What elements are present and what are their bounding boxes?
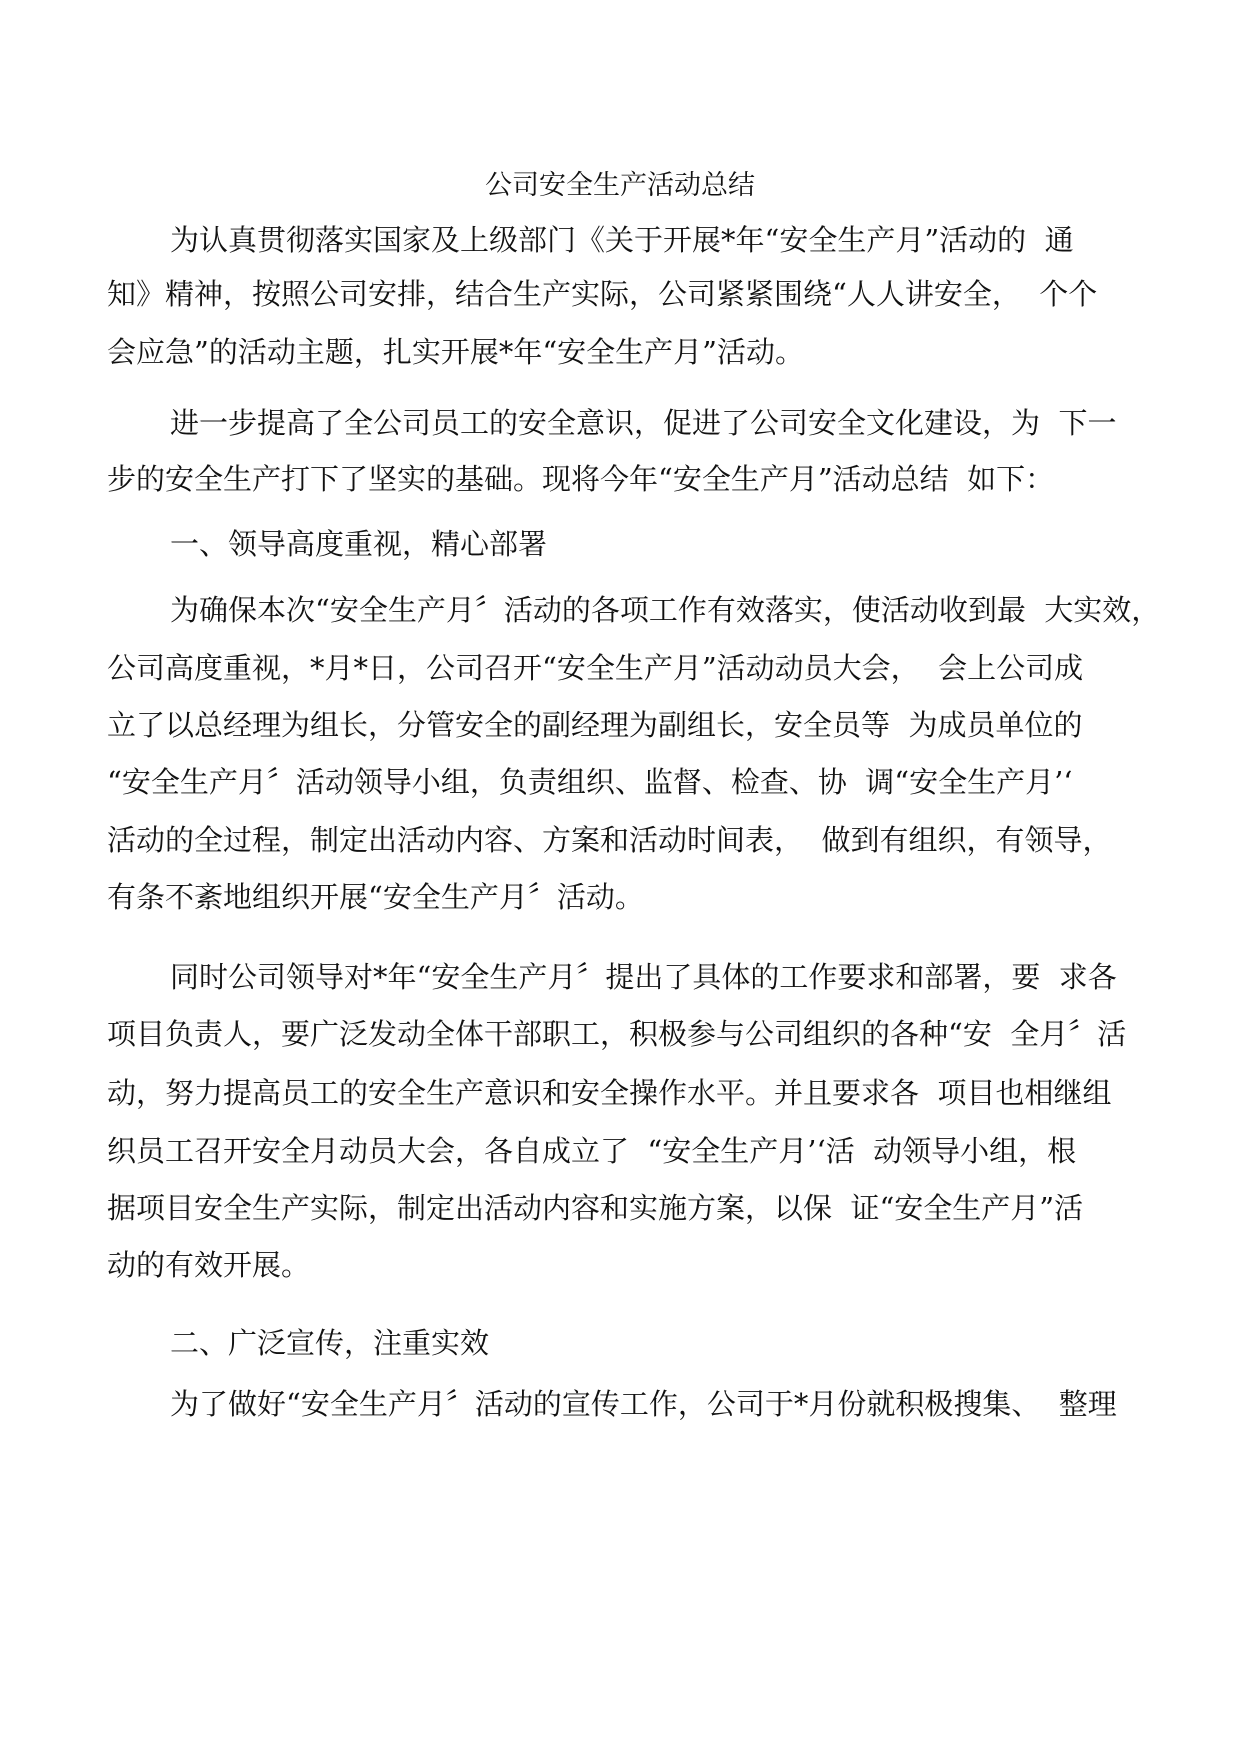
paragraph-line: 动，努力提高员工的安全生产意识和安全操作水平。并且要求各 项目也相继组 — [107, 1076, 1112, 1110]
paragraph-line: 活动的全过程，制定出活动内容、方案和活动时间表， 做到有组织，有领导， — [107, 823, 1112, 857]
paragraph-line: 为确保本次“安全生产月〞活动的各项工作有效落实，使活动收到最 大实效， — [170, 593, 1161, 627]
section-heading: 一、领导高度重视，精心部署 — [170, 527, 548, 561]
paragraph-line: 有条不紊地组织开展“安全生产月〞活动。 — [107, 880, 644, 914]
paragraph-line: 会应急”的活动主题，扎实开展*年“安全生产月”活动。 — [107, 335, 804, 369]
paragraph-line: 动的有效开展。 — [107, 1248, 311, 1282]
paragraph-line: 公司高度重视，*月*日，公司召开“安全生产月”活动动员大会， 会上公司成 — [107, 651, 1084, 685]
paragraph-line: 据项目安全生产实际，制定出活动内容和实施方案，以保 证“安全生产月”活 — [107, 1191, 1084, 1225]
paragraph-line: 步的安全生产打下了坚实的基础。现将今年“安全生产月”活动总结 如下： — [107, 462, 1055, 496]
paragraph-line: 进一步提高了全公司员工的安全意识，促进了公司安全文化建设，为 下一 — [170, 406, 1117, 440]
paragraph-line: 为了做好“安全生产月〞活动的宣传工作，公司于*月份就积极搜集、 整理 — [170, 1387, 1117, 1421]
paragraph-line: 项目负责人，要广泛发动全体干部职工，积极参与公司组织的各种“安 全月〞活 — [107, 1017, 1127, 1051]
paragraph-line: “安全生产月〞活动领导小组，负责组织、监督、检查、协 调“安全生产月’‘ — [107, 765, 1073, 799]
paragraph-line: 织员工召开安全月动员大会，各自成立了 “安全生产月’‘活 动领导小组，根 — [107, 1134, 1077, 1168]
paragraph-line: 为认真贯彻落实国家及上级部门《关于开展*年“安全生产月”活动的 通 — [170, 223, 1074, 257]
paragraph-line: 知》精神，按照公司安排，结合生产实际，公司紧紧围绕“人人讲安全， 个个 — [107, 277, 1098, 311]
section-heading: 二、广泛宣传，注重实效 — [170, 1326, 490, 1360]
paragraph-line: 同时公司领导对*年“安全生产月〞提出了具体的工作要求和部署，要 求各 — [170, 960, 1117, 994]
paragraph-line: 立了以总经理为组长，分管安全的副经理为副组长，安全员等 为成员单位的 — [107, 708, 1083, 742]
page-title: 公司安全生产活动总结 — [485, 170, 755, 201]
